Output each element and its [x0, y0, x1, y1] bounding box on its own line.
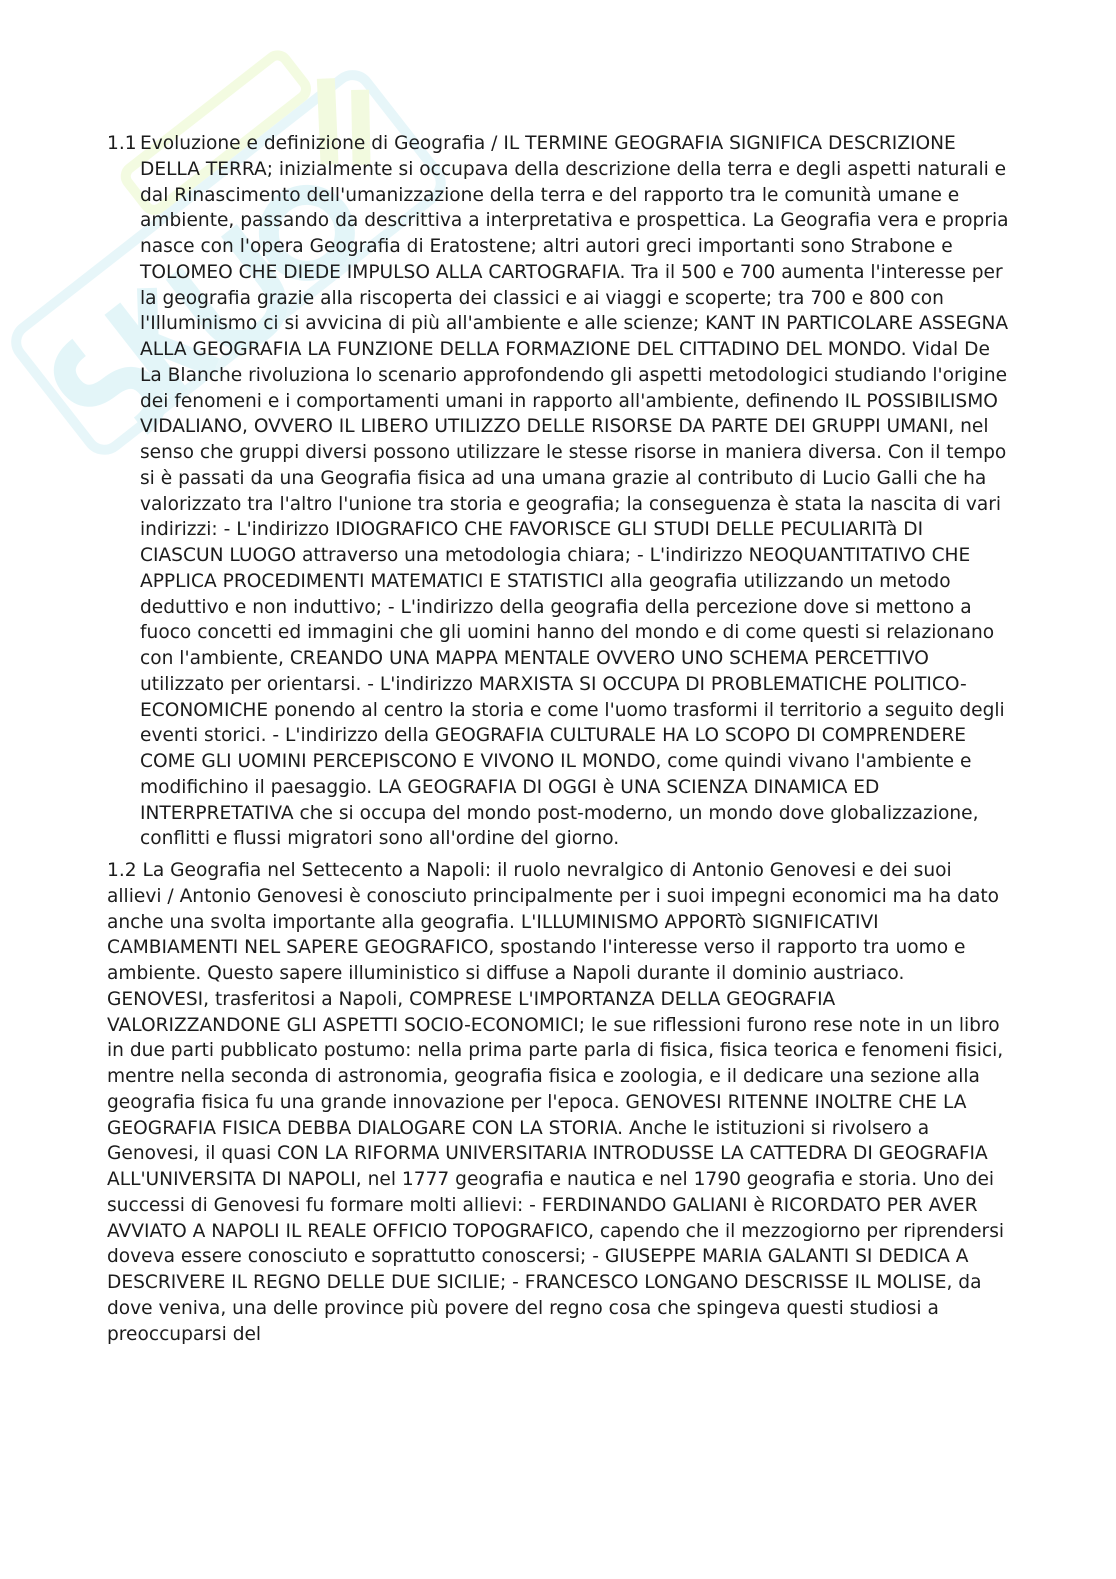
section-number: 1.1	[107, 133, 137, 154]
section-1-1	[107, 131, 1012, 852]
section-1-2	[107, 858, 1012, 1347]
section-paragraph: 1.2 La Geografia nel Settecento a Napoli: il ruolo nevralgico di Antonio Genovesi e dei suoi allievi / Antonio Genovesi è conosciuto principalmente per i suoi impegni economici ma ha dato anche una svolta importante alla geografia. L'ILLUMINISMO APPORTò SIGNIFICATIVI CAMBIAMENTI NEL SAPERE GEOGRAFICO, spostando l'interesse verso il rapporto tra uomo e ambiente. Questo sapere illuministico si diffuse a Napoli durante il dominio austriaco. GENOVESI, trasferitosi a Napoli, COMPRESE L'IMPORTANZA DELLA GEOGRAFIA VALORIZZANDONE GLI ASPETTI SOCIO-ECONOMICI; le sue riflessioni furono rese note in un libro in due parti pubblicato postumo: nella prima parte parla di fisica, fisica teorica e fenomeni fisici, mentre nella seconda di astronomia, geografia fisica e zoologia, e il dedicare una sezione alla geografia fisica fu una grande innovazione per l'epoca. GENOVESI RITENNE INOLTRE CHE LA GEOGRAFIA FISICA DEBBA DIALOGARE CON LA STORIA. Anche le istituzioni si rivolsero a Genovesi, il quasi CON LA RIFORMA UNIVERSITARIA INTRODUSSE LA CATTEDRA DI GEOGRAFIA ALL'UNIVERSITA DI NAPOLI, nel 1777 geografia e nautica e nel 1790 geografia e storia. Uno dei successi di Genovesi fu formare molti allievi: - FERDINANDO GALIANI è RICORDATO PER AVER AVVIATO A NAPOLI IL REALE OFFICIO TOPOGRAFICO, capendo che il mezzogiorno per riprendersi doveva essere conosciuto e soprattutto conoscersi; - GIUSEPPE MARIA GALANTI SI DEDICA A DESCRIVERE IL REGNO DELLE DUE SICILIE; - FRANCESCO LONGANO DESCRISSE IL MOLISE, da dove veniva, una delle province più povere del regno cosa che spingeva questi studiosi a preoccuparsi del	[107, 860, 1005, 1345]
section-paragraph: Evoluzione e definizione di Geografia / IL TERMINE GEOGRAFIA SIGNIFICA DESCRIZIONE DELLA TERRA; inizialmente si occupava della descrizione della terra e degli aspetti naturali e dal Rinascimento dell'umanizzazione della terra e del rapporto tra le comunità umane e ambiente, passando da descrittiva a interpretativa e prospettica. La Geografia vera e propria nasce con l'opera Geografia di Eratostene; altri autori greci importanti sono Strabone e TOLOMEO CHE DIEDE IMPULSO ALLA CARTOGRAFIA. Tra il 500 e 700 aumenta l'interesse per la geografia grazie alla riscoperta dei classici e ai viaggi e scoperte; tra 700 e 800 con l'Illuminismo ci si avvicina di più all'ambiente e alle scienze; KANT IN PARTICOLARE ASSEGNA ALLA GEOGRAFIA LA FUNZIONE DELLA FORMAZIONE DEL CITTADINO DEL MONDO. Vidal De La Blanche rivoluziona lo scenario approfondendo gli aspetti metodologici studiando l'origine dei fenomeni e i comportamenti umani in rapporto all'ambiente, definendo IL POSSIBILISMO VIDALIANO, OVVERO IL LIBERO UTILIZZO DELLE RISORSE DA PARTE DEI GRUPPI UMANI, nel senso che gruppi diversi possono utilizzare le stesse risorse in maniera diversa. Con il tempo si è passati da una Geografia fisica ad una umana grazie al contributo di Lucio Galli che ha valorizzato tra l'altro l'unione tra storia e geografia; la conseguenza è stata la nascita di vari indirizzi: - L'indirizzo IDIOGRAFICO CHE FAVORISCE GLI STUDI DELLE PECULIARITà DI CIASCUN LUOGO attraverso una metodologia chiara; - L'indirizzo NEOQUANTITATIVO CHE APPLICA PROCEDIMENTI MATEMATICI E STATISTICI alla geografia utilizzando un metodo deduttivo e non induttivo; - L'indirizzo della geografia della percezione dove si mettono a fuoco concetti ed immagini che gli uomini hanno del mondo e di come questi si relazionano con l'ambiente, CREANDO UNA MAPPA MENTALE OVVERO UNO SCHEMA PERCETTIVO utilizzato per orientarsi. - L'indirizzo MARXISTA SI OCCUPA DI PROBLEMATICHE POLITICO-ECONOMICHE ponendo al centro la storia e come l'uomo trasformi il territorio a seguito degli eventi storici. - L'indirizzo della GEOGRAFIA CULTURALE HA LO SCOPO DI COMPRENDERE COME GLI UOMINI PERCEPISCONO E VIVONO IL MONDO, come quindi vivano l'ambiente e modifichino il paesaggio. LA GEOGRAFIA DI OGGI è UNA SCIENZA DINAMICA ED INTERPRETATIVA che si occupa del mondo post-moderno, un mondo dove globalizzazione, conflitti e flussi migratori sono all'ordine del giorno.	[140, 133, 1009, 850]
document-body	[107, 131, 1012, 1347]
